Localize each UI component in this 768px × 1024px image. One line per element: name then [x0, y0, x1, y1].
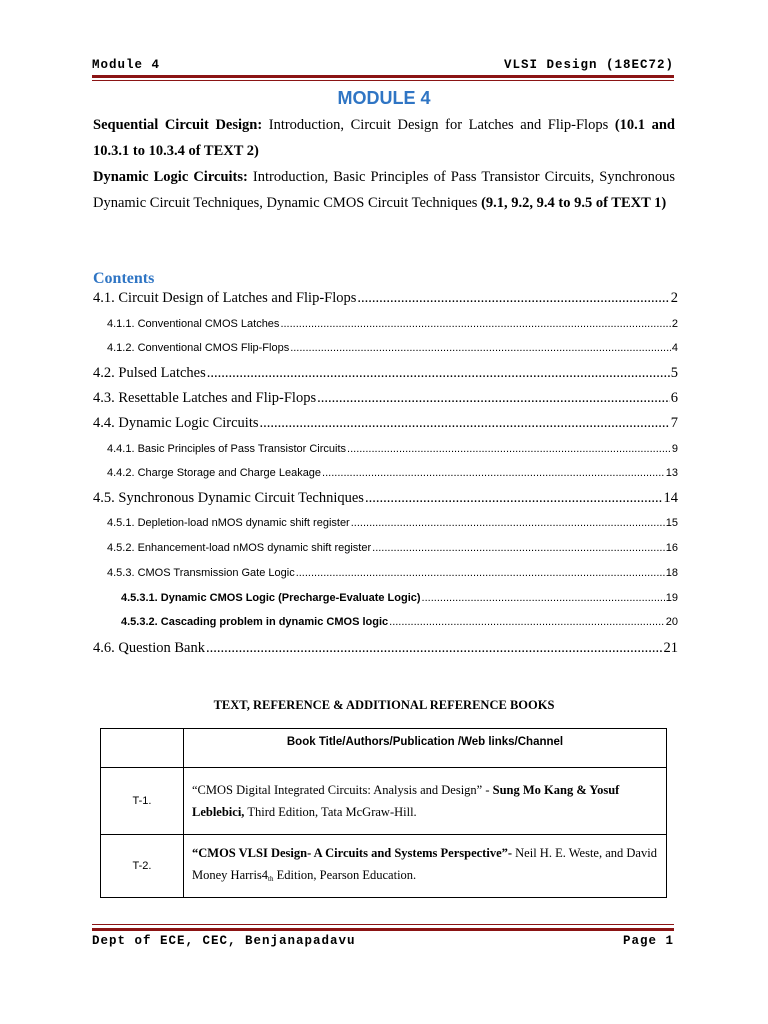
toc-entry[interactable] [93, 415, 678, 432]
toc-entry-title: 4.3. Resettable Latches and Flip-Flops [93, 390, 317, 406]
toc-entry[interactable] [93, 290, 678, 307]
toc-entry-title: 4.6. Question Bank [93, 640, 205, 656]
toc-leader [351, 517, 665, 529]
toc-entry-page: 2 [671, 318, 678, 330]
book-separator: - [482, 783, 493, 797]
toc-entry-page: 15 [665, 517, 678, 529]
toc-entry-page: 20 [665, 616, 678, 628]
intro-dynamic-label: Dynamic Logic Circuits: [93, 169, 248, 185]
toc-entry-page: 16 [665, 542, 678, 554]
toc-entry[interactable] [121, 592, 678, 604]
toc-entry-title: 4.4.2. Charge Storage and Charge Leakage [107, 467, 322, 479]
toc-entry-title: 4.5.3. CMOS Transmission Gate Logic [107, 567, 295, 579]
book-details [184, 835, 667, 898]
toc-entry[interactable] [93, 390, 678, 407]
toc-entry-title: 4.1.2. Conventional CMOS Flip-Flops [107, 342, 290, 354]
book-id: T-1. [101, 768, 184, 835]
toc-entry-page: 5 [670, 365, 678, 381]
toc-entry[interactable] [93, 640, 678, 657]
table-row [101, 835, 667, 898]
toc-leader [207, 365, 670, 382]
toc-entry-page: 21 [663, 640, 678, 656]
books-table [100, 728, 667, 898]
toc-leader [357, 290, 669, 307]
toc-entry[interactable] [121, 616, 678, 628]
table-header-cell: Book Title/Authors/Publication /Web links/Channel [184, 729, 667, 768]
toc-leader [260, 415, 670, 432]
table-row [101, 768, 667, 835]
toc-leader [206, 640, 663, 657]
header-rule-thin [92, 80, 674, 81]
toc-leader [347, 443, 671, 455]
module-intro [93, 112, 675, 216]
page-footer [92, 934, 674, 950]
toc-entry-page: 9 [671, 443, 678, 455]
intro-dynamic [93, 164, 675, 216]
toc-leader [365, 490, 663, 507]
book-edition: Third Edition, Tata McGraw-Hill. [244, 805, 417, 819]
toc-entry[interactable] [107, 443, 678, 455]
toc-entry-title: 4.1.1. Conventional CMOS Latches [107, 318, 280, 330]
toc-entry-title: 4.5.1. Depletion-load nMOS dynamic shift register [107, 517, 350, 529]
table-header-row [101, 729, 667, 768]
toc-entry-page: 19 [665, 592, 678, 604]
toc-entry-title: 4.2. Pulsed Latches [93, 365, 206, 381]
toc-leader [280, 318, 670, 330]
toc-leader [372, 542, 665, 554]
toc-entry[interactable] [107, 342, 678, 354]
intro-sequential-label: Sequential Circuit Design: [93, 117, 263, 133]
intro-dynamic-text: Introduction, Basic Principles of Pass Transistor Circuits, Synchronous Dynamic Circuit Techniques, Dynamic CMOS Circuit Techniques [93, 169, 675, 211]
books-heading: TEXT, REFERENCE & ADDITIONAL REFERENCE BOOKS [213, 698, 555, 712]
intro-sequential-text: Introduction, Circuit Design for Latches and Flip-Flops [262, 117, 615, 133]
toc-leader [296, 567, 665, 579]
toc-leader [389, 616, 665, 628]
toc-entry-title: 4.5. Synchronous Dynamic Circuit Techniques [93, 490, 364, 506]
toc-entry[interactable] [107, 318, 678, 330]
toc-entry-page: 4 [671, 342, 678, 354]
header-rule [92, 75, 674, 78]
page-header [92, 58, 674, 74]
book-authors: Sung Mo Kang & Yosuf Leblebici, [192, 783, 620, 819]
toc-entry-page: 7 [670, 415, 678, 431]
book-edition: Edition, Pearson Education. [273, 868, 417, 882]
book-authors: Neil H. E. Weste, and David Money Harris4 [192, 846, 657, 882]
toc-leader [422, 592, 665, 604]
toc-entry[interactable] [93, 365, 678, 382]
toc-entry-title: 4.5.3.2. Cascading problem in dynamic CMOS logic [121, 616, 389, 628]
intro-sequential [93, 112, 675, 164]
toc-entry-page: 13 [665, 467, 678, 479]
footer-page-number: Page 1 [622, 934, 674, 948]
intro-dynamic-ref: (9.1, 9.2, 9.4 to 9.5 of TEXT 1) [481, 195, 667, 211]
table-header-empty [101, 729, 184, 768]
book-title: “CMOS VLSI Design- A Circuits and Systems Perspective”- [192, 846, 513, 860]
toc-entry[interactable] [107, 567, 678, 579]
toc-entry-page: 14 [663, 490, 678, 506]
footer-rule [92, 928, 674, 931]
toc-entry-title: 4.4. Dynamic Logic Circuits [93, 415, 259, 431]
toc-entry-page: 2 [670, 290, 678, 306]
toc-leader [322, 467, 665, 479]
toc-entry-title: 4.1. Circuit Design of Latches and Flip-Flops [93, 290, 357, 306]
toc-entry-page: 18 [665, 567, 678, 579]
module-title: MODULE 4 [337, 88, 431, 108]
toc-leader [317, 390, 670, 407]
book-title: “CMOS Digital Integrated Circuits: Analysis and Design” [192, 783, 483, 797]
toc-leader [290, 342, 671, 354]
footer-rule-thin [92, 924, 674, 925]
toc-entry-title: 4.5.3.1. Dynamic CMOS Logic (Precharge-Evaluate Logic) [121, 592, 421, 604]
contents-heading: Contents [93, 270, 155, 287]
toc-entry[interactable] [107, 542, 678, 554]
toc-entry-page: 6 [670, 390, 678, 406]
intro-sequential-ref: (10.1 and 10.3.1 to 10.3.4 of TEXT 2) [93, 117, 675, 159]
toc-entry[interactable] [107, 467, 678, 479]
book-edition-suffix: th [268, 875, 274, 883]
toc-entry-title: 4.4.1. Basic Principles of Pass Transistor Circuits [107, 443, 347, 455]
book-id: T-2. [101, 835, 184, 898]
toc-entry-title: 4.5.2. Enhancement-load nMOS dynamic shift register [107, 542, 372, 554]
book-details [184, 768, 667, 835]
toc-entry[interactable] [107, 517, 678, 529]
header-course: VLSI Design (18EC72) [503, 58, 674, 72]
header-module: Module 4 [92, 58, 161, 72]
footer-dept: Dept of ECE, CEC, Benjanapadavu [92, 934, 356, 948]
toc-entry[interactable] [93, 490, 678, 507]
